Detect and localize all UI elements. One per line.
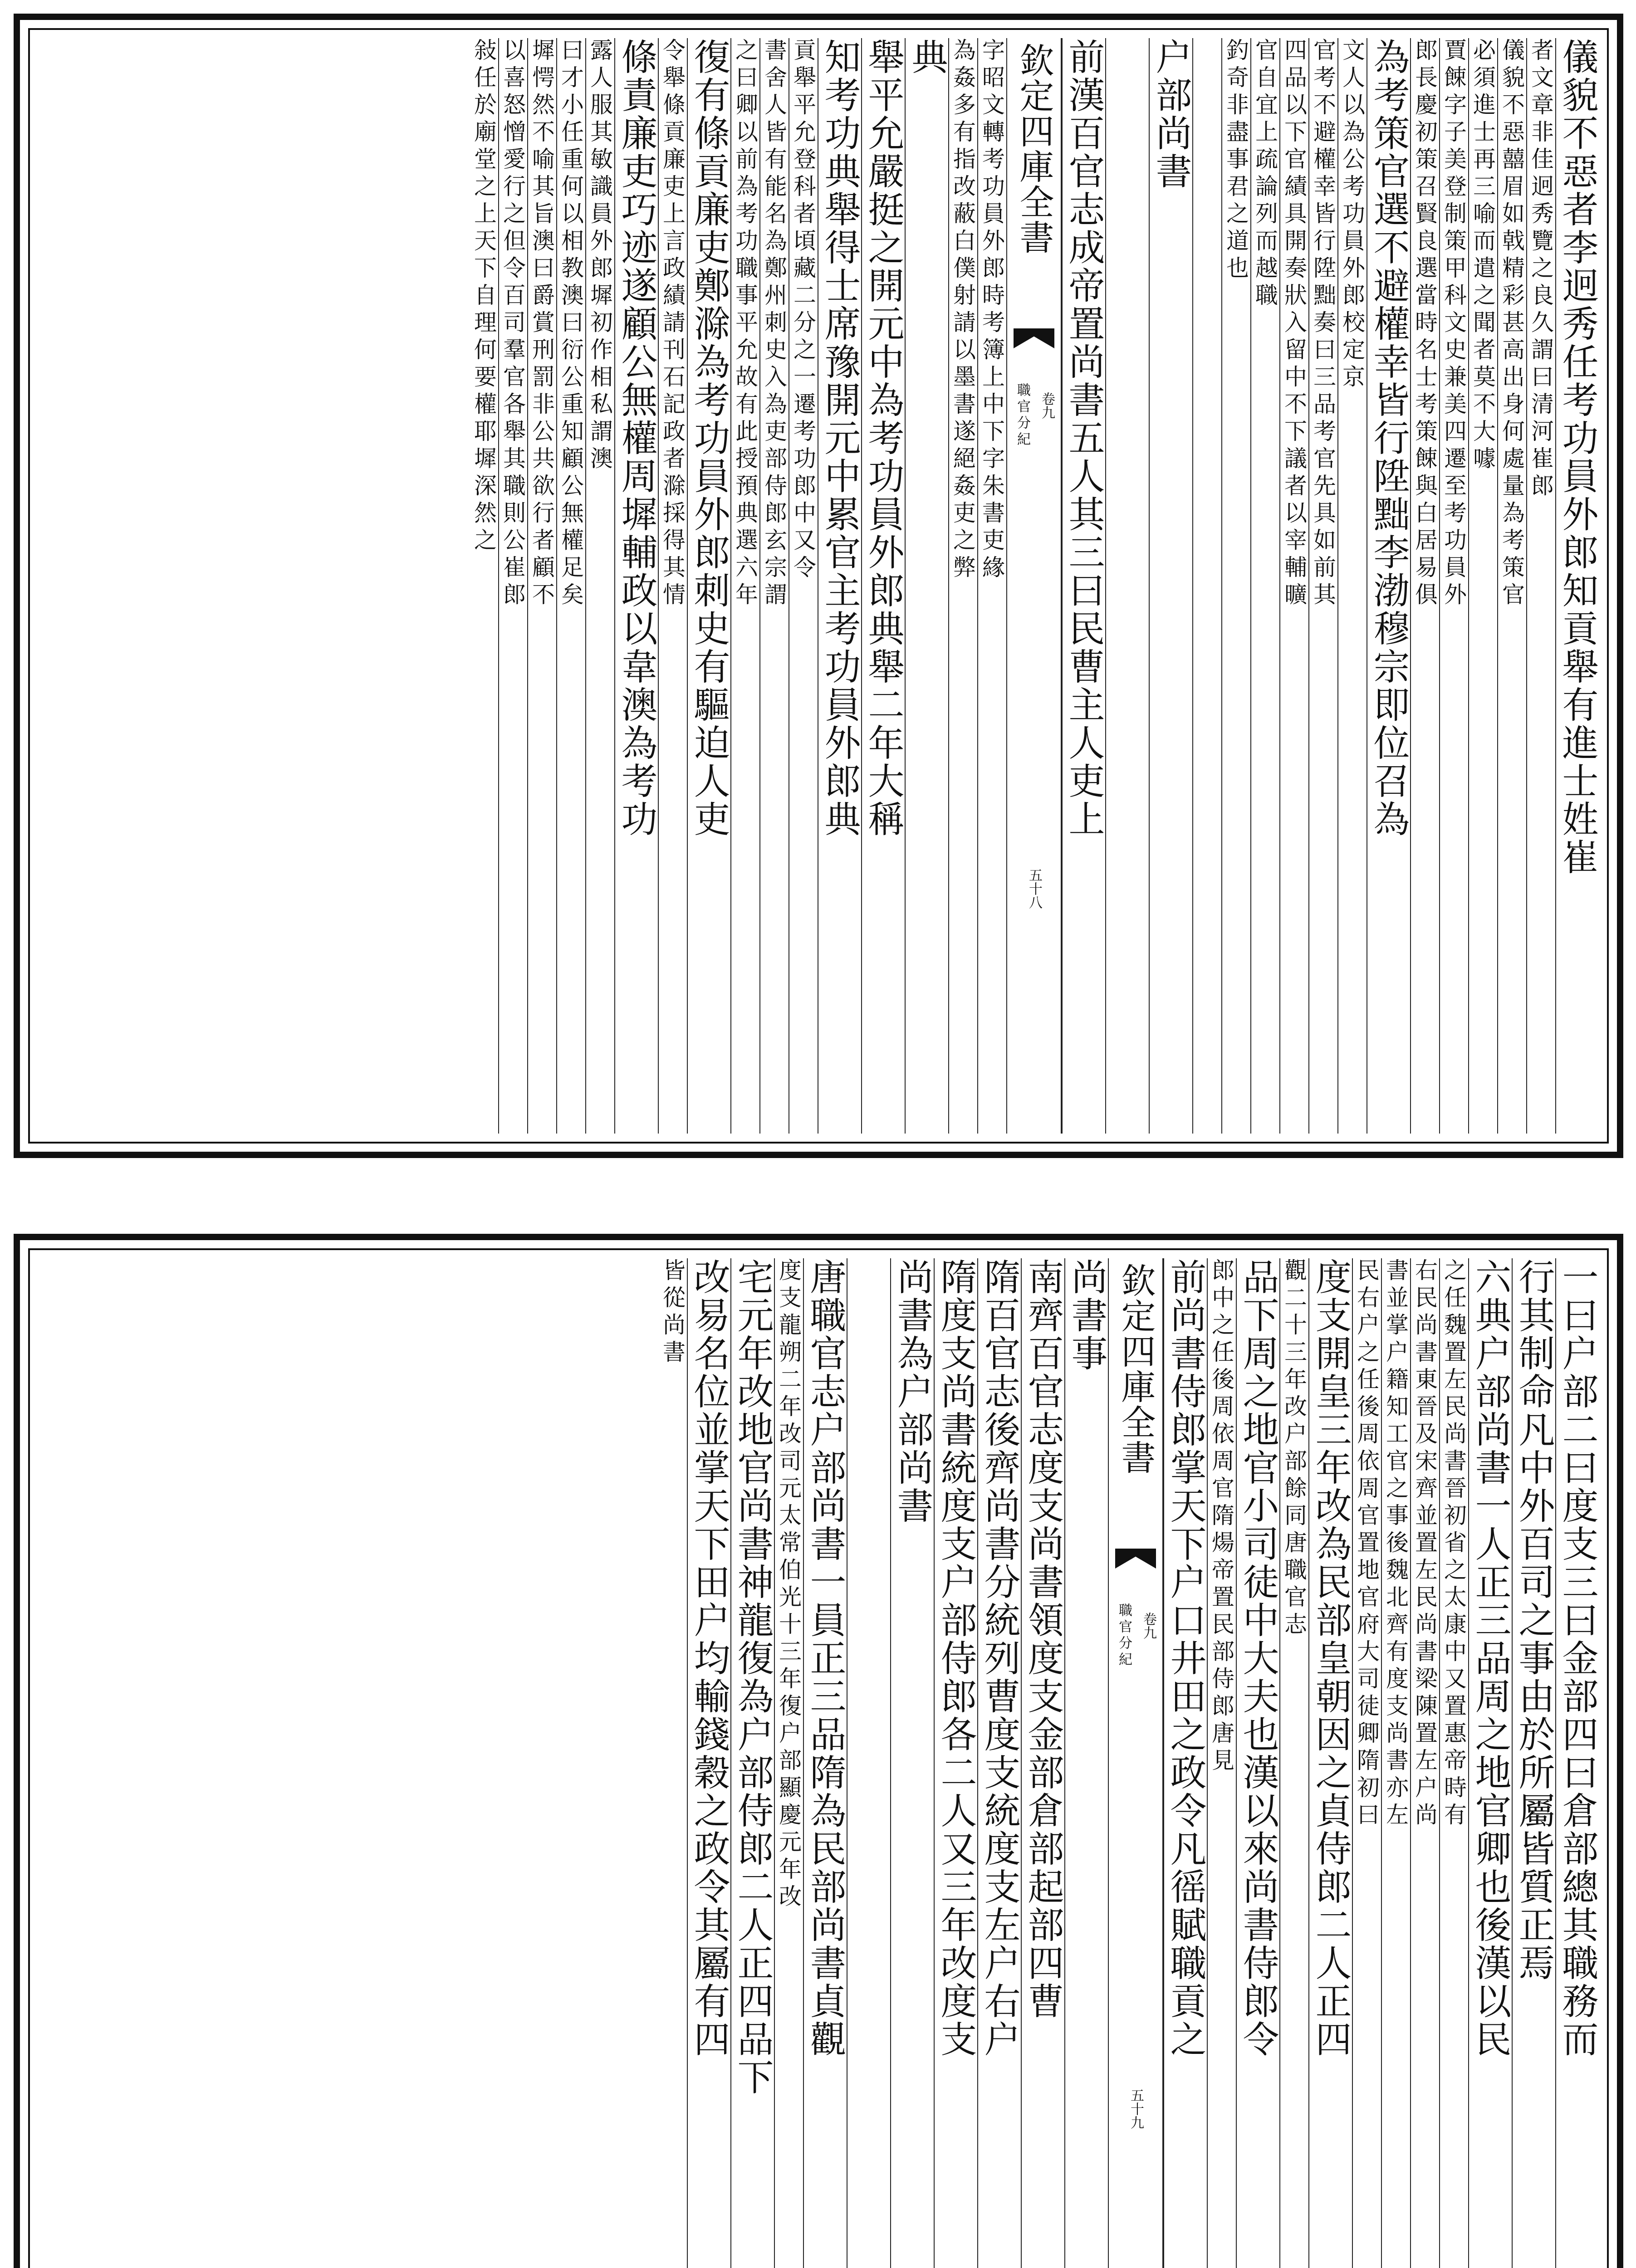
text-column: 官考不避權幸皆行陞黜奏曰三品考官先具如前其 <box>1308 38 1337 1134</box>
text-column: 一曰户部二曰度支三曰金部四曰倉部總其職務而 <box>1555 1258 1599 2268</box>
text-column: 以喜怒憎愛行之但令百司羣官各舉其職則公崔郎 <box>498 38 527 1134</box>
text-column: 官自宜上疏論列而越職 <box>1250 38 1279 1134</box>
text-column <box>847 1258 890 2268</box>
volume-number: 卷九 <box>1039 392 1055 419</box>
text-column: 觀二十三年改户部餘同唐職官志 <box>1279 1258 1308 2268</box>
text-column: 曰才小任重何以相教澳曰衍公重知顧公無權足矣 <box>556 38 585 1134</box>
book-title: 欽定四庫全書 <box>1116 1263 1156 1475</box>
text-column: 舉平允嚴挺之開元中為考功員外郎典舉二年大稱 <box>861 38 905 1134</box>
text-column: 條責廉吏巧迹遂顧公無權周墀輔政以韋澳為考功 <box>614 38 658 1134</box>
text-column: 品下周之地官小司徒中大夫也漢以來尚書侍郎令 <box>1236 1258 1279 2268</box>
page-panel-bottom <box>14 1234 1623 2268</box>
text-column: 之曰卿以前為考功職事平允故有此授預典選六年 <box>730 38 759 1134</box>
text-column: 郎長慶初策召賢良選當時名士考策餗與白居易俱 <box>1410 38 1439 1134</box>
text-column: 者文章非佳迥秀覽之良久謂曰清河崔郎 <box>1526 38 1555 1134</box>
text-column: 字昭文轉考功員外郎時考簿上中下字朱書吏緣 <box>977 38 1006 1134</box>
text-column: 南齊百官志度支尚書領度支金部倉部起部四曹 <box>1021 1258 1064 2268</box>
text-columns-top <box>38 38 1599 1134</box>
text-column: 復有條貢廉吏鄭滁為考功員外郎刺史有驅迫人吏 <box>687 38 730 1134</box>
text-column: 必須進士再三喻而遣之聞者莫不大噱 <box>1468 38 1497 1134</box>
text-column: 墀愕然不喻其旨澳曰爵賞刑罰非公共欲行者顧不 <box>527 38 556 1134</box>
text-column: 釣奇非盡事君之道也 <box>1221 38 1250 1134</box>
text-column: 户部尚書 <box>1149 38 1192 1134</box>
text-column: 前尚書侍郎掌天下户口井田之政令凡徭賦職貢之 <box>1163 1258 1207 2268</box>
text-column: 露人服其敏識員外郎墀初作相私謂澳 <box>585 38 614 1134</box>
text-column: 儀貌不惡者李迥秀任考功員外郎知貢舉有進士姓崔 <box>1555 38 1599 1134</box>
fishtail-mark <box>1014 328 1054 348</box>
text-column: 文人以為公考功員外郎校定京 <box>1337 38 1367 1134</box>
text-column: 之任魏置左民尚書晉初省之太康中又置惠帝時有 <box>1439 1258 1468 2268</box>
text-column: 敍任於廟堂之上天下自理何要權耶墀深然之 <box>470 38 497 555</box>
text-column: 郎中之任後周依周官隋煬帝置民部侍郎唐見 <box>1207 1258 1236 2268</box>
text-column: 書並掌户籍知工官之事後魏北齊有度支尚書亦左 <box>1381 1258 1410 2268</box>
text-column: 宅元年改地官尚書神龍復為户部侍郎二人正四品下 <box>730 1258 774 2268</box>
text-column <box>1105 38 1149 1134</box>
text-column <box>1192 38 1221 1134</box>
section-name: 職官分紀 <box>1014 383 1030 448</box>
text-column: 唐職官志户部尚書一員正三品隋為民部尚書貞觀 <box>803 1258 847 2268</box>
text-column: 民右户之任後周依周官置地官府大司徒卿隋初曰 <box>1352 1258 1381 2268</box>
text-column: 度支開皇三年改為民部皇朝因之貞侍郎二人正四 <box>1308 1258 1352 2268</box>
text-column: 改易名位並掌天下田户均輸錢穀之政令其屬有四 <box>687 1258 730 2268</box>
text-column: 行其制命凡中外百司之事由於所屬皆質正焉 <box>1512 1258 1555 2268</box>
text-column: 隋百官志後齊尚書分統列曹度支統度支左户右户 <box>977 1258 1021 2268</box>
text-column: 賈餗字子美登制策甲科文史兼美四遷至考功員外 <box>1439 38 1468 1134</box>
text-column: 四品以下官績具開奏狀入留中不下議者以宰輔曠 <box>1279 38 1308 1134</box>
text-column: 貢舉平允登科者頃藏二分之一遷考功郎中又令 <box>789 38 818 1134</box>
text-column: 儀貌不惡囍眉如戟精彩甚高出身何處量為考策官 <box>1497 38 1526 1134</box>
text-column: 六典户部尚書一人正三品周之地官卿也後漢以民 <box>1468 1258 1512 2268</box>
text-column: 典 <box>905 38 948 1134</box>
text-column: 書舍人皆有能名為鄭州刺史入為吏部侍郎玄宗謂 <box>759 38 789 1134</box>
text-columns-bottom <box>38 1258 1599 2268</box>
text-column: 度支龍朔二年改司元太常伯光十三年復户部顯慶元年改 <box>774 1258 803 2268</box>
text-column: 隋度支尚書統度支户部侍郎各二人又三年改度支 <box>934 1258 977 2268</box>
text-column: 尚書為户部尚書 <box>890 1258 934 2268</box>
text-column: 為考策官選不避權幸皆行陞黜李渤穆宗即位召為 <box>1367 38 1410 1134</box>
text-column: 令舉條貢廉吏上言政績請刊石記政者滁採得其情 <box>658 38 687 1134</box>
fishtail-mark <box>1115 1549 1156 1569</box>
text-column: 右民尚書東晉及宋齊並置左民尚書梁陳置左户尚 <box>1410 1258 1439 2268</box>
section-name: 職官分紀 <box>1116 1603 1132 1668</box>
fold-margin <box>1006 38 1062 1134</box>
text-column: 前漢百官志成帝置尚書五人其三曰民曹主人吏上 <box>1062 38 1105 1134</box>
leaf-number: 五十八 <box>1026 868 1042 909</box>
text-column: 尚書事 <box>1064 1258 1108 2268</box>
volume-number: 卷九 <box>1141 1612 1156 1639</box>
text-column: 皆從尚書 <box>659 1258 686 1367</box>
book-title: 欽定四庫全書 <box>1014 43 1054 255</box>
page-panel-top <box>14 14 1623 1158</box>
leaf-number: 五十九 <box>1128 2088 1144 2129</box>
fold-margin <box>1108 1258 1163 2268</box>
text-column: 知考功典舉得士席豫開元中累官主考功員外郎典 <box>818 38 861 1134</box>
text-column: 為姦多有指改蔽白僕射請以墨書遂絕姦吏之弊 <box>948 38 977 1134</box>
